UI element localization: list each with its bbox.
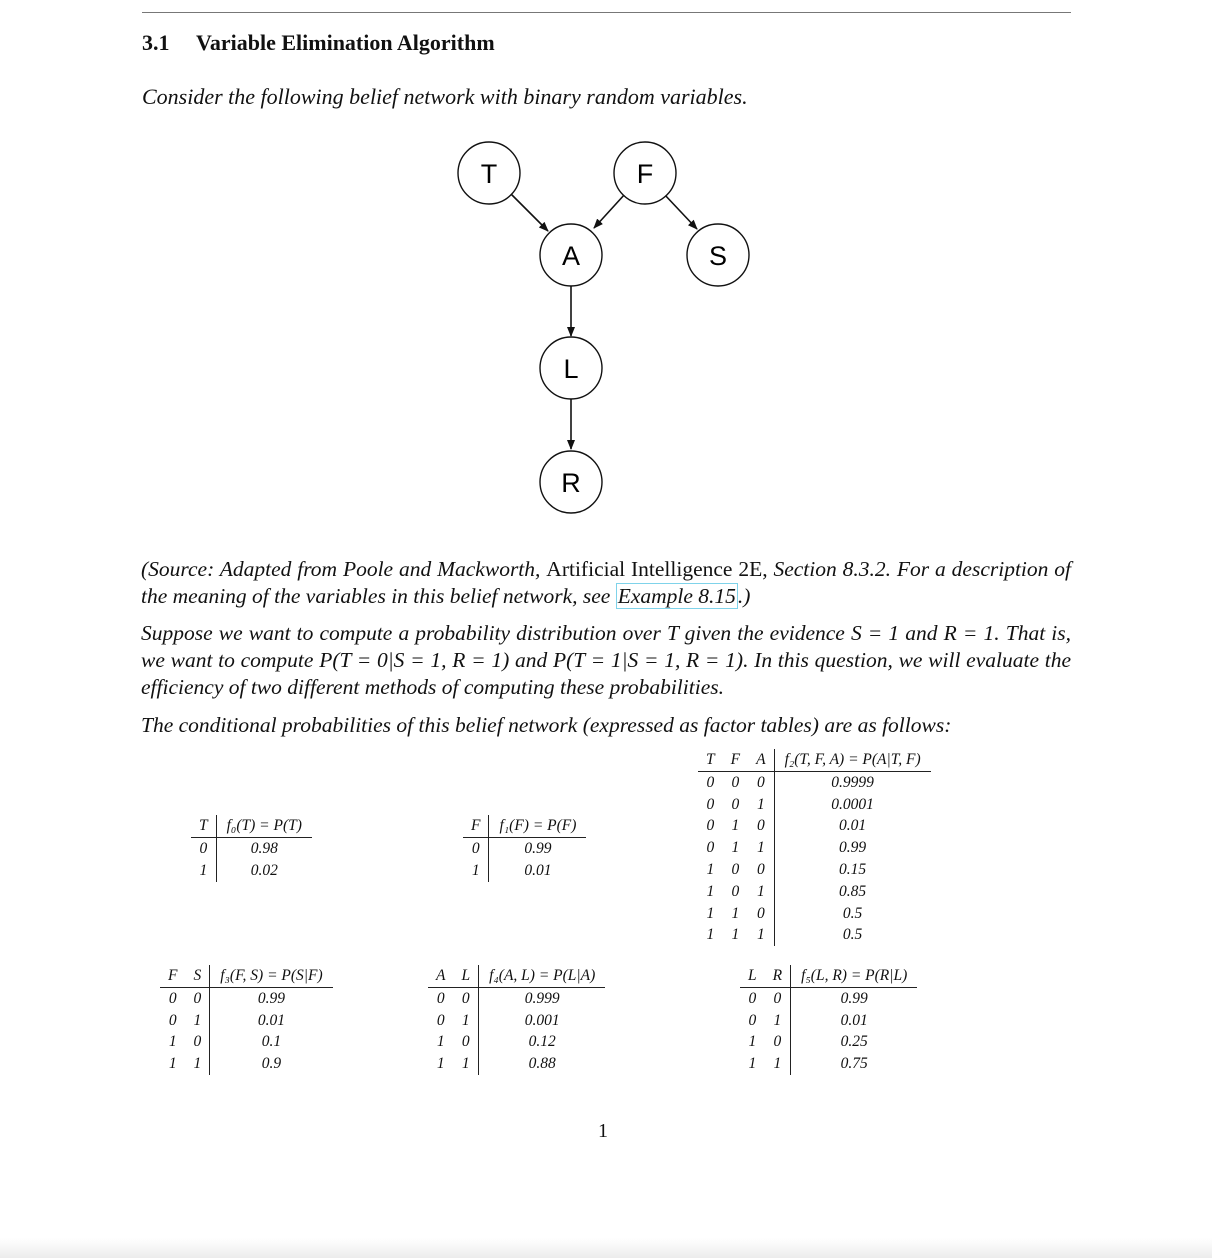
node-T [458, 142, 520, 204]
f2-cell: 1 [731, 904, 740, 922]
node-F-label: F [636, 159, 654, 189]
evidence-text-5: and [509, 648, 553, 672]
node-L-label: L [563, 354, 579, 384]
f5-cell: 0 [765, 1032, 791, 1054]
f4-cell: 0.999 [524, 989, 560, 1007]
source-text-2: Section 8.3.2. For a description of the meaning of the variables in this belief network, see [141, 557, 1071, 608]
f2-cell: 0 [731, 861, 740, 879]
f2-header-T: T [698, 749, 723, 772]
table-row [740, 1032, 917, 1054]
f4-cell: 1 [436, 1033, 445, 1051]
f4-cell: 1 [436, 1055, 445, 1073]
f5-header-value: f₅(L, R) = P(R|L) [791, 965, 918, 988]
f4-cell: 0 [436, 989, 445, 1007]
section-number: 3.1 [142, 30, 170, 55]
edge-T-A [511, 194, 548, 231]
factor-table-f2 [698, 749, 931, 946]
f0-cell: 0.98 [250, 839, 278, 857]
node-S [687, 224, 749, 286]
f4-cell: 0 [453, 988, 478, 1010]
f5-cell: 0 [748, 989, 757, 1007]
f3-cell: 0 [168, 1011, 177, 1029]
f2-cell: 0 [748, 816, 774, 838]
table-row [740, 988, 917, 1010]
table-row [698, 903, 931, 925]
source-text-3: .) [737, 584, 751, 608]
node-A [540, 224, 602, 286]
f3-cell: 1 [185, 1010, 209, 1032]
f0-cell: 0.02 [250, 861, 278, 879]
factor-table-f0 [191, 815, 312, 882]
table-row [698, 837, 931, 859]
f4-cell: 1 [453, 1053, 478, 1075]
evidence-paragraph [141, 620, 1071, 701]
table-row [428, 1032, 605, 1054]
table-row [698, 772, 931, 794]
f0-header-T: T [191, 815, 216, 838]
table-row [698, 794, 931, 816]
intro-sentence: Consider the following belief network with binary random variables. [142, 84, 748, 109]
f5-cell: 1 [765, 1053, 791, 1075]
f4-header-value: f₄(A, L) = P(L|A) [479, 965, 606, 988]
evidence-text-6: . In this question, we will evaluate the efficiency of two different methods of computing these probabilities. [141, 648, 1071, 699]
f2-cell: 0.0001 [831, 795, 874, 813]
f2-header-A: A [748, 749, 774, 772]
example-link-suffix: 5 [725, 584, 736, 608]
f2-header-value: f₂(T, F, A) = P(A|T, F) [774, 749, 931, 772]
f2-cell: 0 [731, 795, 740, 813]
f2-cell: 1 [706, 861, 715, 879]
f3-cell: 0.1 [261, 1033, 282, 1051]
f1-header-value: f₁(F) = P(F) [489, 815, 586, 838]
f4-cell: 1 [453, 1010, 478, 1032]
f2-cell: 0.5 [842, 904, 863, 922]
f2-cell: 1 [706, 904, 715, 922]
factor-table-f1 [463, 815, 586, 882]
node-R [540, 451, 602, 513]
f2-cell: 0 [748, 903, 774, 925]
f1-cell: 0.99 [524, 839, 552, 857]
f3-cell: 0 [185, 988, 209, 1010]
node-A-label: A [561, 241, 581, 271]
f4-cell: 0.001 [524, 1011, 560, 1029]
belief-network-diagram [0, 0, 1212, 560]
f1-cell: 1 [463, 860, 489, 882]
f3-cell: 1 [168, 1033, 177, 1051]
f0-header-value: f₀(T) = P(T) [216, 815, 312, 838]
example-link[interactable] [616, 583, 738, 609]
f2-cell: 0 [706, 773, 715, 791]
f3-cell: 0 [168, 989, 177, 1007]
f3-header-value: f₃(F, S) = P(S|F) [210, 965, 333, 988]
table-row [698, 816, 931, 838]
book-title: Artificial Intelligence 2E, [546, 557, 768, 581]
f5-cell: 1 [765, 1010, 791, 1032]
table-row [740, 1010, 917, 1032]
table-row [428, 988, 605, 1010]
f2-cell: 1 [748, 881, 774, 903]
table-row [160, 1053, 333, 1075]
evidence-R: R = 1 [943, 621, 995, 645]
node-S-label: S [708, 241, 728, 271]
f3-cell: 0 [185, 1032, 209, 1054]
f0-cell: 1 [191, 860, 216, 882]
table-row [698, 881, 931, 903]
table-row [698, 859, 931, 881]
f2-header-F: F [723, 749, 748, 772]
evidence-text-2: given the evidence [678, 621, 851, 645]
f5-cell: 0 [765, 988, 791, 1010]
f5-cell: 0.01 [840, 1011, 868, 1029]
f2-cell: 1 [731, 926, 740, 944]
f2-cell: 0 [706, 817, 715, 835]
table-row [463, 860, 586, 882]
f2-cell: 1 [706, 926, 715, 944]
section-title: Variable Elimination Algorithm [196, 30, 495, 55]
f2-cell: 0.15 [839, 861, 867, 879]
source-text-1: (Source: Adapted from Poole and Mackworth, [141, 557, 547, 581]
table-row [463, 838, 586, 860]
example-link-text: Example 8.1 [617, 584, 726, 608]
f3-cell: 1 [168, 1055, 177, 1073]
f1-header-F: F [463, 815, 489, 838]
f3-header-F: F [160, 965, 185, 988]
f4-cell: 0 [436, 1011, 445, 1029]
f2-cell: 0 [706, 795, 715, 813]
node-T-label: T [480, 159, 498, 189]
edge-F-S [664, 194, 697, 229]
var-T: T [666, 621, 679, 645]
f2-cell: 0.85 [839, 882, 867, 900]
query-2: P(T = 1|S = 1, R = 1) [552, 648, 744, 672]
f2-cell: 1 [731, 817, 740, 835]
f4-cell: 0 [453, 1032, 478, 1054]
f5-cell: 0.99 [840, 989, 868, 1007]
table-row [160, 1032, 333, 1054]
node-F [614, 142, 676, 204]
f5-header-L: L [740, 965, 765, 988]
f5-cell: 1 [748, 1055, 757, 1073]
f2-cell: 1 [748, 794, 774, 816]
f5-cell: 0.25 [840, 1033, 868, 1051]
f1-cell: 0 [463, 838, 489, 860]
evidence-text-4: . That is, we want to compute [141, 621, 1071, 672]
f4-cell: 0.12 [528, 1033, 556, 1051]
source-paragraph [141, 556, 1071, 610]
f0-cell: 0 [191, 838, 216, 860]
edge-F-A [594, 194, 625, 228]
f2-cell: 0.99 [839, 839, 867, 857]
evidence-S: S = 1 [850, 621, 900, 645]
table-row [191, 838, 312, 860]
f3-cell: 0.01 [257, 1011, 286, 1029]
table-row [428, 1053, 605, 1075]
node-L [540, 337, 602, 399]
f2-cell: 1 [731, 839, 740, 857]
evidence-text-1: Suppose we want to compute a probability distribution over [141, 621, 667, 645]
f2-cell: 1 [748, 837, 774, 859]
f2-cell: 0 [706, 839, 715, 857]
f3-cell: 0.99 [257, 989, 286, 1007]
f5-cell: 1 [748, 1033, 757, 1051]
table-row [160, 988, 333, 1010]
f5-cell: 0.75 [840, 1055, 868, 1073]
f2-cell: 0 [731, 773, 740, 791]
table-row [740, 1053, 917, 1075]
f5-header-R: R [765, 965, 791, 988]
table-row [160, 1010, 333, 1032]
f5-cell: 0 [748, 1011, 757, 1029]
tables-intro: The conditional probabilities of this belief network (expressed as factor tables) are as follows: [141, 713, 952, 737]
f2-cell: 0 [748, 772, 774, 794]
f2-cell: 0 [731, 882, 740, 900]
f1-cell: 0.01 [524, 861, 552, 879]
page-bottom-shadow [0, 1238, 1212, 1258]
f3-cell: 1 [185, 1053, 209, 1075]
table-row [428, 1010, 605, 1032]
factor-table-f5 [740, 965, 917, 1075]
f2-cell: 0 [748, 859, 774, 881]
f2-cell: 0.5 [842, 926, 863, 944]
page-number: 1 [598, 1120, 608, 1142]
f3-cell: 0.9 [261, 1055, 282, 1073]
f3-header-S: S [185, 965, 209, 988]
query-1: P(T = 0|S = 1, R = 1) [319, 648, 510, 672]
table-row [698, 925, 931, 947]
factor-table-f3 [160, 965, 333, 1075]
f2-cell: 0.01 [839, 817, 867, 835]
evidence-text-3: and [899, 621, 944, 645]
f4-cell: 0.88 [528, 1055, 556, 1073]
table-row [191, 860, 312, 882]
f4-header-L: L [453, 965, 478, 988]
node-R-label: R [561, 468, 581, 498]
factor-table-f4 [428, 965, 605, 1075]
f2-cell: 1 [748, 925, 774, 947]
f2-cell: 0.9999 [831, 773, 874, 791]
f2-cell: 1 [706, 882, 715, 900]
f4-header-A: A [428, 965, 453, 988]
